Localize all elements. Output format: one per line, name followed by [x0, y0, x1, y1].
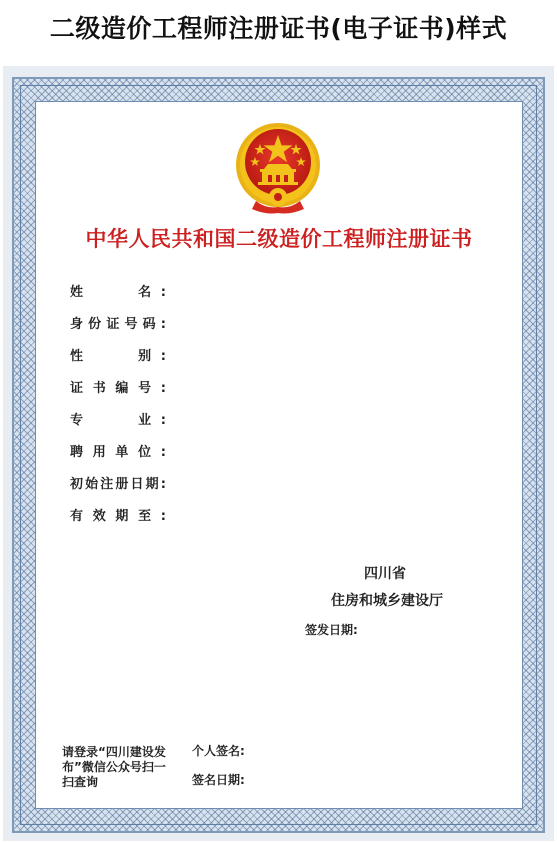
- id-number-field-label: 身份证号码:: [70, 317, 166, 332]
- personal-signature-label: 个人签名:: [192, 744, 245, 758]
- initial-registration-date-field-label: 初始注册日期:: [70, 477, 166, 492]
- signature-date-label: 签名日期:: [192, 773, 245, 787]
- specialty-field-label: 专 业:: [70, 413, 166, 428]
- certificate-number-field-label: 证书编号:: [70, 381, 166, 396]
- gender-field-label: 性 别:: [70, 349, 166, 364]
- issuer-department: 住房和城乡建设厅: [331, 593, 443, 609]
- national-emblem-icon: [226, 117, 330, 217]
- name-field-label: 姓 名:: [70, 285, 166, 300]
- qr-query-note: 请登录“四川建设发布”微信公众号扫一扫查询: [62, 745, 166, 789]
- certificate-title: 中华人民共和国二级造价工程师注册证书: [85, 227, 473, 251]
- page-title: 二级造价工程师注册证书(电子证书)样式: [49, 14, 508, 43]
- valid-until-field-label: 有效期至:: [70, 509, 166, 524]
- employer-field-label: 聘用单位:: [70, 445, 166, 460]
- issue-date-label: 签发日期:: [305, 623, 358, 637]
- issuer-province: 四川省: [364, 566, 406, 582]
